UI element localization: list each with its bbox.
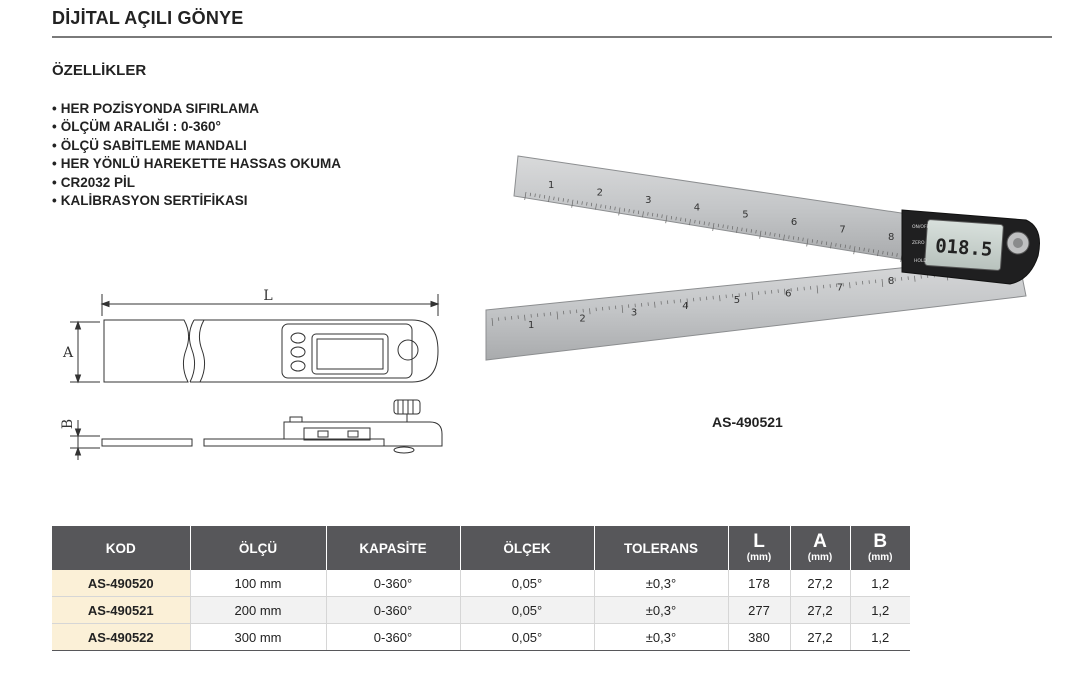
cell-L: 178: [728, 570, 790, 597]
cell-kapasite: 0-360°: [326, 624, 460, 651]
ruler-number: 5: [742, 209, 749, 221]
cell-tolerans: ±0,3°: [594, 570, 728, 597]
feature-item: • CR2032 PİL: [52, 174, 136, 190]
button-label-zero: ZERO: [912, 241, 925, 246]
ruler-number: 5: [733, 294, 741, 306]
feature-item: • KALİBRASYON SERTİFİKASI: [52, 193, 248, 209]
header-L: L (mm): [728, 526, 790, 570]
display-reading: 018.5: [934, 235, 994, 261]
table-row: [52, 570, 910, 597]
display-head: [902, 210, 1040, 284]
header-tolerans: TOLERANS: [594, 526, 728, 570]
cell-kapasite: 0-360°: [326, 570, 460, 597]
table-row: [52, 597, 910, 624]
ruler-number: 1: [548, 180, 555, 191]
cell-olcu: 200 mm: [190, 597, 326, 624]
dimension-A-label: A: [62, 345, 74, 361]
header-olcek: ÖLÇEK: [460, 526, 594, 570]
button-label-onoff: ON/OFF: [912, 225, 930, 230]
ruler-number: 6: [785, 288, 792, 300]
header-kapasite: KAPASİTE: [326, 526, 460, 570]
cell-B: 1,2: [850, 597, 910, 624]
header-A: A (mm): [790, 526, 850, 570]
upper-blade: [514, 156, 908, 262]
cell-B: 1,2: [850, 570, 910, 597]
ruler-number: 4: [693, 202, 701, 214]
ruler-number: 7: [836, 282, 843, 294]
cell-kod: AS-490522: [52, 624, 190, 651]
table-header-row: [52, 526, 910, 570]
header-kod: KOD: [52, 526, 190, 570]
product-code-label: AS-490521: [712, 414, 783, 430]
dimension-B-label: B: [60, 418, 76, 430]
cell-kod: AS-490520: [52, 570, 190, 597]
ruler-number: 4: [682, 301, 689, 313]
ruler-number: 8: [888, 276, 895, 287]
cell-A: 27,2: [790, 570, 850, 597]
page-title: DİJİTAL AÇILI GÖNYE: [52, 8, 244, 28]
product-photo: [478, 148, 1048, 378]
cell-kapasite: 0-360°: [326, 597, 460, 624]
cell-olcek: 0,05°: [460, 624, 594, 651]
cell-L: 277: [728, 597, 790, 624]
features-list: [52, 100, 341, 210]
cell-olcek: 0,05°: [460, 570, 594, 597]
ruler-number: 8: [888, 232, 895, 243]
ruler-number: 6: [790, 217, 798, 229]
feature-item: • ÖLÇÜ SABİTLEME MANDALI: [52, 137, 247, 153]
cell-A: 27,2: [790, 597, 850, 624]
feature-item: • ÖLÇÜM ARALIĞI : 0-360°: [52, 119, 221, 135]
ruler-number: 2: [579, 313, 586, 325]
cell-tolerans: ±0,3°: [594, 624, 728, 651]
features-heading: ÖZELLİKLER: [52, 62, 147, 79]
button-label-hold: HOLD: [914, 259, 927, 264]
cell-olcu: 300 mm: [190, 624, 326, 651]
ruler-number: 3: [645, 194, 652, 206]
title-divider: [52, 36, 1052, 38]
cell-L: 380: [728, 624, 790, 651]
feature-item: • HER YÖNLÜ HAREKETTE HASSAS OKUMA: [52, 156, 342, 172]
ruler-number: 3: [630, 307, 638, 319]
cell-kod: AS-490521: [52, 597, 190, 624]
cell-olcek: 0,05°: [460, 597, 594, 624]
feature-item: • HER POZİSYONDA SIFIRLAMA: [52, 101, 259, 116]
dimension-L-label: L: [263, 288, 273, 304]
ruler-number: 2: [596, 187, 603, 199]
spec-table: [52, 526, 910, 651]
header-olcu: ÖLÇÜ: [190, 526, 326, 570]
cell-olcu: 100 mm: [190, 570, 326, 597]
table-row: [52, 624, 910, 651]
cell-A: 27,2: [790, 624, 850, 651]
header-B: B (mm): [850, 526, 910, 570]
ruler-number: 1: [528, 320, 535, 331]
cell-tolerans: ±0,3°: [594, 597, 728, 624]
dimension-drawing: [56, 282, 456, 462]
cell-B: 1,2: [850, 624, 910, 651]
ruler-number: 7: [839, 224, 846, 236]
